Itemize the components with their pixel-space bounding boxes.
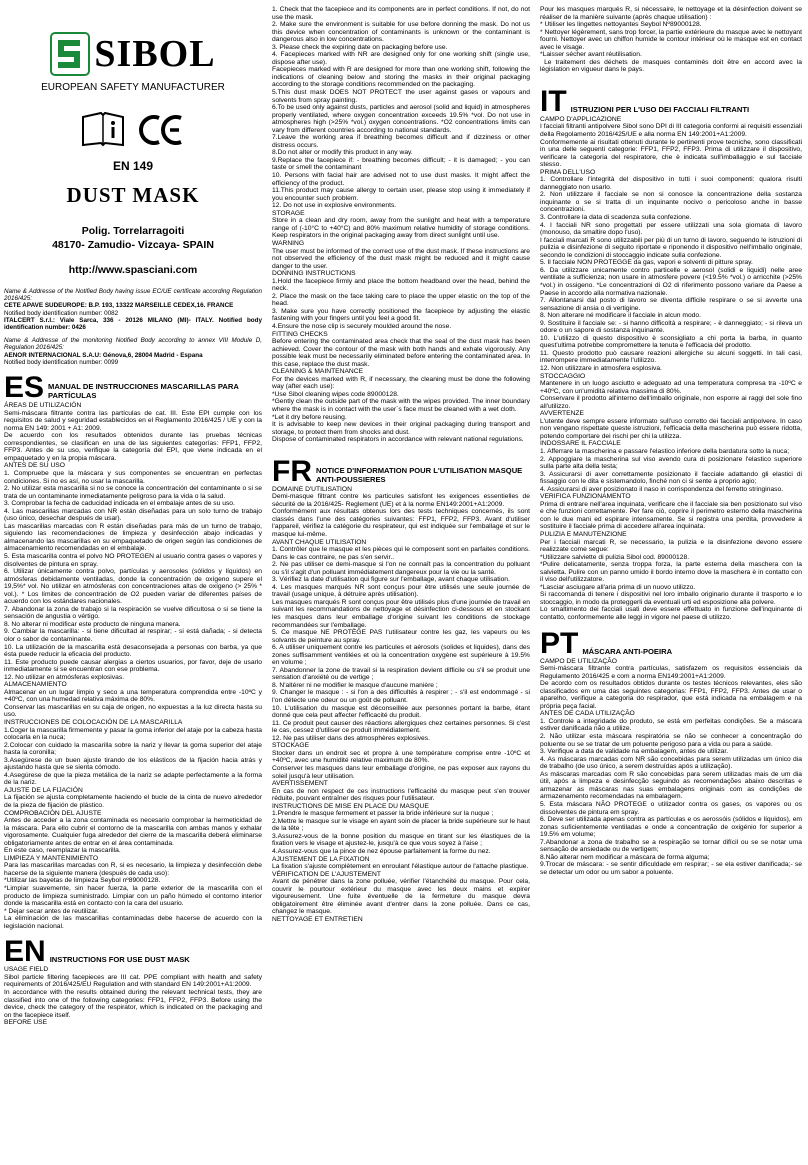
notified-body-1: CETE APAVE SUDEUROPE: B.P. 193, 13322 MARSEILLE CEDEX,16. FRANCE [4, 302, 234, 310]
section-en-header [4, 935, 262, 969]
section-en-body-cont: 1. Check that the facepiece and its components are in perfect conditions. If not, do not use the mask. 2. Make sure the environment is suitable for use before donning the mask. Do not us this device when concentration of contaminants is unknown or the contaminant is dangerous also in low concentrations. 3. Please check the expiring date on packaging before use. 4. Facepieces marked with NR are designed only for one working shift (single use, dispose after use). Facepieces marked with R are designed for more than one working shift, following the indications of cleaning below and storing the masks in their original packaging according to the storage conditions recommended on the packaging. 5.This dust mask DOES NOT PROTECT the user against gases or vapours and solvents from spray painting. 6.To be used only against dusts, particles and aerosol (solid and liquid) in atmospheres properly ventilated, where oxygen concentration exceeds 19.5% *vol. Do not use in atmospheres high (>25% *vol.) oxygen concentrations. *O2 concentrations limits can vary from different countries according to national standards. 7.Leave the working area if breathing becomes difficult and if dizziness or other distress occurs. 8.Do not alter or modify this product in any way. 9.Replace the facepiece if: - breathing becomes difficult; - it is damaged; - you can taste or smell the contaminant 10. Persons with facial hair are advised not to use dust masks. It might affect the efficiency of the product. 11.This product may cause allergy to certain user, please stop using it immediately if you encounter such problem. 12. Do not use in explosive environments. STORAGE Store in a clean and dry room, away from the sunlight and heat with a temperature range of (-10°C to +40°C) and 80% maximum relative humidity of storage conditions. Keep respirators in the original packaging away from direct sunlight until use. WARNING The user must be informed of the correct use of the dust mask. If these instructions are not observed the efficiency of the dust mask might be reduced and it might cause danger to the user. DONNING INSTRUCTIONS 1.Hold the facepiece firmly and place the bottom headband over the head, behind the neck. 2. Place the mask on the face taking care to place the upper elastic on the top of the head. 3. Make sure you have correctly positioned the facepiece by adjusting the elastic fastening with your fingers until you feel a good fit. 4.Ensure the nose clip is securely moulded around the nose. FITTING CHECKS Before entering the contaminated area check that the seal of the dust mask has been achieved. Cover the contour of the mask with both hands and exhale vigorously. Any possible leak must be necessarily eliminated before entering the contaminated area. In this case, replace the dust mask. CLEANING & MAINTENANCE For the devices marked with R, if necessary, the cleaning must be done the following way (after each use): *Use Sibol cleaning wipes code 89000128. *Gently clean the outside part of the mask with the wipes provided. The inner boundary where the mask is in contact with the user´s face must be cleaned with a wet cloth. *Let it dry before reusing. It is advisable to keep new devices in their original packaging during transport and storage, to protect them from shocks and dust. Dispose of contaminated respirators in accordance with relevant national regulations. [272, 6, 530, 444]
section-pt-body: CAMPO DE UTILIZAÇÃO Semi-máscara filtrante contra partículas, satisfazem os requisitos essenciais da Regulamento 2016/425 e com a norma EN149:2001+A1:2009. De acordo com os resultados obtidos durante os testes técnicos relevantes, eles são classificados em uma das seguintes categorias: FFP1, FFP2, FFP3. Antes de usar o aparelho, verifique a categoria do respirador, que está indicada na embalagem e na própria peça facial. ANTES DE CADA UTILIZAÇÃO 1. Controle a integridade do produto, se está em perfeitas condições. Se a máscara estiver danificada não a utilize. 2. Não utilizar esta máscara respiratória se não se conhecer a concentração do poluente ou se se tratar de um poluente perigoso para a vida ou para a saúde. 3. Verifique a data de validade na embalagem, antes de utilizar. 4. As máscaras marcadas com NR são concebidas para serem utilizadas um único dia de trabalho (de uso único, a serem destruídas após a utilização). As máscaras marcadas com R são concebidas para serem utilizadas mais de um dia útil, após a limpeza e desinfecção seguindo as recomendações abaixo descritas e armazenar as máscaras nas suas embalagens originais com as condições de armazenamento recomendadas na embalagem. 5. Esta máscara NÃO PROTEGE o utilizador contra os gases, os vapores ou os dissolventes de pintura em spray. 6. Deve ser utilizada apenas contra as partículas e os aerossóis (sólidos e líquidos), em zonas suficientemente ventiladas e onde a concentração de oxigénio for superior a 19.5% em volume; 7.Abandonar a zona de trabalho se a respiração se tornar difícil ou se se notar uma sensação de ansiedade ou de vertigem; 8.Não alterar nem modificar a máscara de forma alguma; 9.Trocar de máscara: - se sentir dificuldade em respirar; - se ela estiver danificada;- se se detectar um odor ou um sabor a poluente. [540, 657, 802, 876]
notified-heading-2: Name & Addresse of the monitoring Notified Body according to annex VIII Module D, Regulation 2016/425: [4, 337, 264, 352]
notified-body-2: ITALCERT S.r.l.: Viale Sarca, 336 - 20126 MILANO (MI)- ITALY. Notified body identification number: 0426 [4, 316, 264, 332]
instructions-book-icon [81, 111, 125, 149]
column-right [536, 0, 808, 1165]
section-es-body: ÁREAS DE UTILIZACIÓN Semi-máscara filtrante contra las partículas de cat. III. Este EPI cumple con los requisitos de salud y seguridad establecidos en el Reglamento 2016/425 / UE y con la norma EN 149: 2001 + A1: 2009. De acuerdo con los resultados obtenidos durante las pruebas técnicas correspondientes, se clasifican en una de las siguientes categorías: FFP1, FFP2, FFP3. Antes de su uso, verifique la categoría del EPI, que viene indicada en el empaquetado y en la propia máscara. ANTES DE SU USO 1. Compruebe que la máscara y sus componentes se encuentran en perfectas condiciones. Si no es así, no usar la mascarilla. 2. No utilizar esta mascarilla si no se conoce la concentración del contaminante o si se trata de un contaminante inmediatamente peligroso para la vida o la salud. 3. Comprobar la fecha de caducidad indicada en el embalaje antes de su uso. 4. Las mascarillas marcadas con NR están diseñadas para un solo turno de trabajo (uso único, desechar después de usar). Las mascarillas marcadas con R están diseñadas para más de un turno de trabajo, siguiendo las recomendaciones de limpieza y desinfección abajo indicadas y almacenando las mascarillas en su empaquetado de origen según las condiciones de almacenamiento recomendadas en el embalaje. 5. Esta mascarilla contra el polvo NO PROTEGEN al usuario contra gases o vapores y disolventes de pintura en spray. 6. Utilizar únicamente contra polvo, partículas y aerosoles (sólidos y líquidos) en atmósferas debidamente ventiladas, donde la concentración de oxígeno supere el 19,5%* vol. No utilizar en atmósferas con concentraciones altas de oxígeno (> 25% * vol.). * Los límites de concentración de O2 pueden variar de diferentes países de acuerdo con los estándares nacionales. 7. Abandonar la zona de trabajo si la respiración se vuelve dificultosa o si se tiene la sensación de angustia o vértigo. 8. No alterar ni modificar este producto de ninguna manera. 9. Cambiar la mascarilla: - si tiene dificultad al respirar; - si está dañada; - si detecta olor o sabor de contaminante. 10. La utilización de la mascarilla está desaconsejada a personas con barba, ya que ésta puede reducir la eficacia del producto. 11. Este producto puede causar alergias a ciertos usuarios, por favor, deje de usarlo inmediatamente si se encuentran con ese problema. 12. No utilizar en atmósferas explosivas. ALMACENAMIENTO Almacenar en un lugar limpio y seco a una temperatura comprendida entre -10ºC y +40ºC, con una humedad relativa máxima de 80%. Conservar las mascarillas en su caja de origen, no expuestas a la luz directa hasta su uso. INSTRUCCIONES DE COLOCACIÓN DE LA MASCARILLA 1.Coger la mascarilla firmemente y pasar la goma inferior del ataje por la cabeza hasta colocarla en la nuca; 2.Colocar con cuidado la mascarilla sobre la nariz y llevar la goma superior del ataje hasta la coronilla; 3.Asegúrese de un buen ajuste tirando de los elásticos de la fijación hacia atrás y ajustando hasta que se sienta cómodo. 4.Asegúrese de que la pieza metálica de la nariz se adapte perfectamente a la forma de la nariz. AJUSTE DE LA FIJACIÓN La fijación se ajusta completamente haciendo el bucle de la cinta de nuevo alrededor de la pieza de fijación de plástico. COMPROBACIÓN DEL AJUSTE Antes de acceder a la zona contaminada es necesario comprobar la hermeticidad de la máscara. Para ello cubrir el contorno de la mascarilla con ambas manos y exhalar vigorosamente. Cualquier fuga alrededor del cierre de la mascarilla deberá eliminarse obligatoriamente antes de entrar en el área contaminada. En este caso, reemplazar la mascarilla. LIMPIEZA Y MANTENIMIENTO Para las mascarillas marcadas con R, si es necesario, la limpieza y desinfección debe hacerse de la siguiente manera (después de cada uso): *Utilizar las bayetas de limpieza Seybol nº89000128. *Limpiar suavemente, sin hacer fuerza, la parte exterior de la mascarilla con el producto de limpieza suministrado. Limpiar con un paño húmedo el contorno interior donde la mascarilla está en contacto con la cara del usuario. * Dejar secar antes de reutilizar. La eliminación de las mascarillas contaminadas debe hacerse de acuerdo con la legislación nacional. [4, 402, 262, 930]
notified-bodies [4, 288, 262, 366]
lang-code-es: ES [4, 371, 45, 405]
lang-code-it: IT [540, 84, 567, 118]
brand-subtitle: EUROPEAN SAFETY MANUFACTURER [41, 82, 225, 93]
address-line-2: 48170- Zamudio- Vizcaya- SPAIN [52, 239, 214, 251]
section-fr-body-cont: Pour les masques marqués R, si nécessaire, le nettoyage et la désinfection doivent se réaliser de la manière suivante (après chaque utilisation) : * Utiliser les lingettes nettoyantes Seybol Nº89000128. * Nettoyer légèrement, sans trop forcer, la partie extérieure du masque avec le nettoyant fourni. Nettoyer avec un chiffon humide le contour intérieur où le masque est en contact avec le visage. *Laisser sécher avant réutilisation. Le traitement des déchets de masques contaminés doit être en accord avec la législation en vigueur dans le pays. [540, 6, 802, 74]
section-it-title: ISTRUZIONI PER L'USO DEI FACCIALI FILTRANTI [570, 104, 750, 114]
section-en-title: INSTRUCTIONS FOR USE DUST MASK [49, 955, 190, 965]
standard-label: EN 149 [112, 159, 154, 173]
lang-code-pt: PT [540, 626, 579, 660]
website-link[interactable]: http://www.spasciani.com [68, 264, 198, 276]
section-pt-title: MÁSCARA ANTI-POEIRA [582, 646, 673, 656]
lang-code-en: EN [4, 935, 46, 969]
section-en-body-start: USAGE FIELD Sibol particle filtering facepieces are III cat. PPE compliant with health and safety requirements of 2016/425/EU Regulation and with standard EN 149:2001+A1:2009. In accordance with the results obtained during the relevant technical tests, they are classified into one of the following categories: FFP1, FFP2, FFP3. Before using the device, check the category of the respirator, which is indicated on the packaging and on the facepiece itself. BEFORE USE [4, 966, 262, 1027]
notified-heading-1: Name & Addresse of the Notified Body having issue EC/UE certificate according Regulation 2016/425: [4, 288, 264, 303]
sibol-logo-icon [50, 32, 90, 76]
address-line-1: Polig. Torrelarragoiti [81, 225, 185, 237]
lang-code-fr: FR [272, 454, 312, 488]
certification-symbols [4, 111, 262, 149]
brand-logo [4, 32, 262, 76]
section-it-body: CAMPO D'APPLICAZIONE I facciali filtranti antipolvere Sibol sono DPI di III categoria conformi ai requisiti essenziali della Regolamento 2016/425/UE e alla norma EN 149:2001+A1:2009. Conformemente ai risultati ottenuti durante le pertinenti prove tecniche, sono classificati in una delle seguenti categorie: FFP1, FFP2, FFP3. Prima di utilizzare il dispositivo, verificare la categoria del respiratore, che è indicata sull'imballaggio e sul facciale stesso. PRIMA DELL'USO 1. Controllare l'integrità del dispositivo in tutti i suoi componenti: qualora risulti danneggiato non usarlo. 2. Non utilizzare il facciale se non si conosce la concentrazione della sostanza inquinante o se si tratta di un inquinante nocivo o pericoloso anche in basse concentrazioni. 3. Controllare la data di scadenza sulla confezione. 4. I facciali NR sono progettati per essere utilizzati una sola giornata di lavoro (monouso, da smaltire dopo l'uso). I facciali marcati R sono utilizzabili per più di un turno di lavoro, seguendo le istruzioni di pulizia e disinfezione di seguito riportate e riponendo il dispositivo nell'imballo originale, secondo le condizioni di stoccaggio indicate sulla confezione. 5. Il facciale NON PROTEGGE da gas, vapori e solventi di pitture spray. 6. Da utilizzare unicamente contro particelle e aerosol (solidi e liquidi) nelle aree ventilate a sufficienza; non usare in atmosfere povere (<19.5% *vol.) o arricchite (>25% *vol.) in ossigeno. *Le concentrazioni di O2 di riferimento possono variare da Paese a Paese in accordo alla normativa nazionale. 7. Allontanarsi dal posto di lavoro se diventa difficile respirare o se si avverte una sensazione di ansia o di vertigine. 8. Non alterare né modificare il facciale in alcun modo. 9. Sostituire il facciale se: - si hanno difficoltà a respirare; - è danneggiato; - si rileva un odore o un sapore di sostanza inquinante. 10. L'utilizzo di questo dispositivo è sconsigliato a chi porta la barba, in quanto quest'ultima potrebbe compromettere la tenuta e l'efficacia del prodotto. 11. Questo prodotto può causare reazioni allergiche su alcuni soggetti. In tali casi, interrompere immediatamente l'utilizzo. 12. Non utilizzare in atmosfera esplosiva. STOCCAGGIO Mantenere in un luogo asciutto e adeguato ad una temperatura compresa tra -10ºC e +40ºC, con un'umidità relativa massima di 80%. Conservare il prodotto all'interno dell'imballo originale, non esporre ai raggi del sole fino all'utilizzo. AVVERTENZE L'utente deve sempre essere informato sull'uso corretto dei facciali antipolvere. In caso non vengano rispettate queste istruzioni, l'efficacia della mascherina può essere ridotta, potendo comportare dei rischi per chi la utilizza. INDOSSARE IL FACCIALE 1. Afferrare la mascherina e passare l'elastico inferiore della bardatura sotto la nuca; 2. Appoggiare la mascherina sul viso avendo cura di posizionare l'elastico superiore sulla parte alta della testa; 3. Assicurarsi di aver correttamente posizionato il facciale adattando gli elastici di fissaggio con le dita e sistemandolo, finché non ci si sente a proprio agio; 4. Assicurarsi di aver posizionato il naso in corrispondenza del ferretto stringinaso. VERIFICA FUNZIONAMENTO Prima di entrare nell'area inquinata, verificare che il facciale sia ben posizionato sul viso e che funzioni correttamente. Per fare ciò, coprire il perimetro esterno della mascherina con le due mani ed espirare intensamente. Se si registra una perdita, provvedere a sostituire il facciale prima di accedere all'area inquinata. PULIZIA E MANUTENZIONE Per i facciali marcati R, se necessario, la pulizia e la disinfezione devono essere realizzate come segue: *Utilizzare salviette di pulizia Sibol cod. 89000128. *Pulire delicatamente, senza troppa forza, la parte esterna della maschera con la salvietta. Pulire con un panno umido il bordo interno dove la maschera è in contatto con il viso dell'utilizzatore. *Lasciar asciugare all'aria prima di un nuovo utilizzo. Si raccomanda di tenere i dispositivi nel loro imballo originario durante il trasporto e lo stoccaggio, in modo da proteggerli da eventuali urti ed esposizione alla polvere. Lo smaltimento dei facciali usati deve essere effettuato in funzione dell'inquinante di contatto, conformemente alle leggi in vigore nel paese di utilizzo. [540, 115, 802, 622]
section-it-header [540, 84, 802, 118]
column-middle [268, 0, 536, 1165]
brand-name: SIBOL [94, 33, 216, 75]
product-title: DUST MASK [66, 183, 200, 207]
section-es-title: MANUAL DE INSTRUCCIONES MASCARILLAS PARA PARTÍCULAS [48, 382, 239, 401]
notified-id-1: Notified body identification number: 0082 [4, 309, 119, 317]
section-fr-title: NOTICE D'INFORMATION POUR L'UTILISATION MASQUE ANTI-POUSSIERES [316, 465, 523, 484]
notified-body-3: AENOR INTERNACIONAL S.A.U: Génova,6, 28004 Madrid - Espana [4, 351, 203, 359]
section-fr-body: DOMAINE D'UTILISATION Demi-masque filtrant contre les particules satisfont les exigences essentielles de sécurité de la 2016/425- Reglement (UE) et à la norme EN149:2001+A1:2009. Conformément aux résultats obtenus lors des tests techniques concernés, ils sont classés dans l'une des catégories suivantes: FFP1, FFP2, FFP3. Avant d'utiliser l'appareil, vérifiez la catégorie du respirateur, qui est indiquée sur l'emballage et sur le masque lui-même. AVANT CHAQUE UTILISATION 1. Contrôler que le masque et les pièces qui le composent sont en parfaites conditions. Dans le cas contraire, ne pas s'en servir.. 2. Ne pas utiliser ce demi-masque si l'on ne connaît pas la concentration du polluant ou s'il s'agit d'un polluant immédiatement dangereux pour la vie ou la santé. 3. Vérifiez la date d'utilisation qui figure sur l'emballage, avant chaque utilisation. 4. Les masques marqués NR sont conçus pour être utilisés une seule journée de travail (usage unique, à détruire après utilisation). Les masques marqués R sont conçus pour être utilisés plus d'une journée de travail en suivant les recommandations de nettoyage et désinfection ci-dessous et en stockant les masques dans leur emballage d'origine suivant les conditions de stockage recommandées sur l'emballage. 5. Ce masque NE PROTÈGE PAS l'utilisateur contre les gaz, les vapeurs ou les solvants de peinture au spray. 6. A utiliser uniquement contre les particules et aérosols (solides et liquides), dans des zones suffisamment ventilées et où la concentration oxygène est supérieure à 19.5% en volume ; 7. Abandonner la zone de travail si la respiration devient difficile ou s'il se produit une sensation d'anxiété ou de vertige ; 8. N'altérer ni ne modifier le masque d'aucune manière ; 9. Changer le masque : - si l'on a des difficultés à respirer ; - s'il est endommagé - si l'on détecte une odeur ou un goût de polluant. 10. L'utilisation du masque est déconseillée aux personnes portant la barbe, étant donné que cela peut affecter l'efficacité du produit. 11. Ce produit peut causer des réactions allergiques chez certaines personnes. Si c'est le cas, cessez d'utiliser ce produit immédiatement. 12. Ne pas utiliser dans des atmosphères explosives. STOCKAGE Stocker dans un endroit sec et propre à une température comprise entre -10ºC et +40ºC, avec une humidité relative maximum de 80%. Conserver les masques dans leur emballage d'origine, ne pas exposer aux rayons du soleil jusqu'à leur utilisation. AVERTISSEMENT En cas de non respect de ces instructions l'efficacité du masque peut s'en trouver réduite, pouvant entraîner des risques pour l'utilisateur. INSTRUCTIONS DE MISE EN PLACE DU MASQUE 1.Prendre le masque fermement et passer la bride inférieure sur la nuque ; 2.Mettre le masque sur le visage en ayant soin de placer la bride supérieure sur le haut de la tête ; 3.Assurez-vous de la bonne position du masque en tirant sur les élastiques de la fixation vers le visage et ajustez-le, jusqu'à ce que vous soyez à l'aise ; 4.Assurez-vous que la pince de nez épouse parfaitement la forme du nez. AJUSTEMENT DE LA FIXATION La fixation s'ajuste complètement en enroulant l'élastique autour de l'attache plastique. VÉRIFICATION DE L'AJUSTEMENT Avant de pénétrer dans la zone polluée, vérifier l'étanchéité du masque. Pour cela, couvrir le pourtour extérieur du masque avec les deux mains et expirer vigoureusement. Une fuite éventuelle de la fermeture du masque devra obligatoirement être éliminée avant d'entrer dans la zone polluée. Dans ce cas, changez le masque. NETTOYAGE ET ENTRETIEN [272, 485, 530, 923]
company-address [4, 224, 262, 252]
notified-id-3: Notified body identification number: 0099 [4, 358, 119, 366]
column-left [0, 0, 268, 1165]
section-pt-header [540, 626, 802, 660]
section-fr-header [272, 454, 530, 488]
section-es-header [4, 371, 262, 405]
ce-mark-icon [139, 113, 185, 147]
